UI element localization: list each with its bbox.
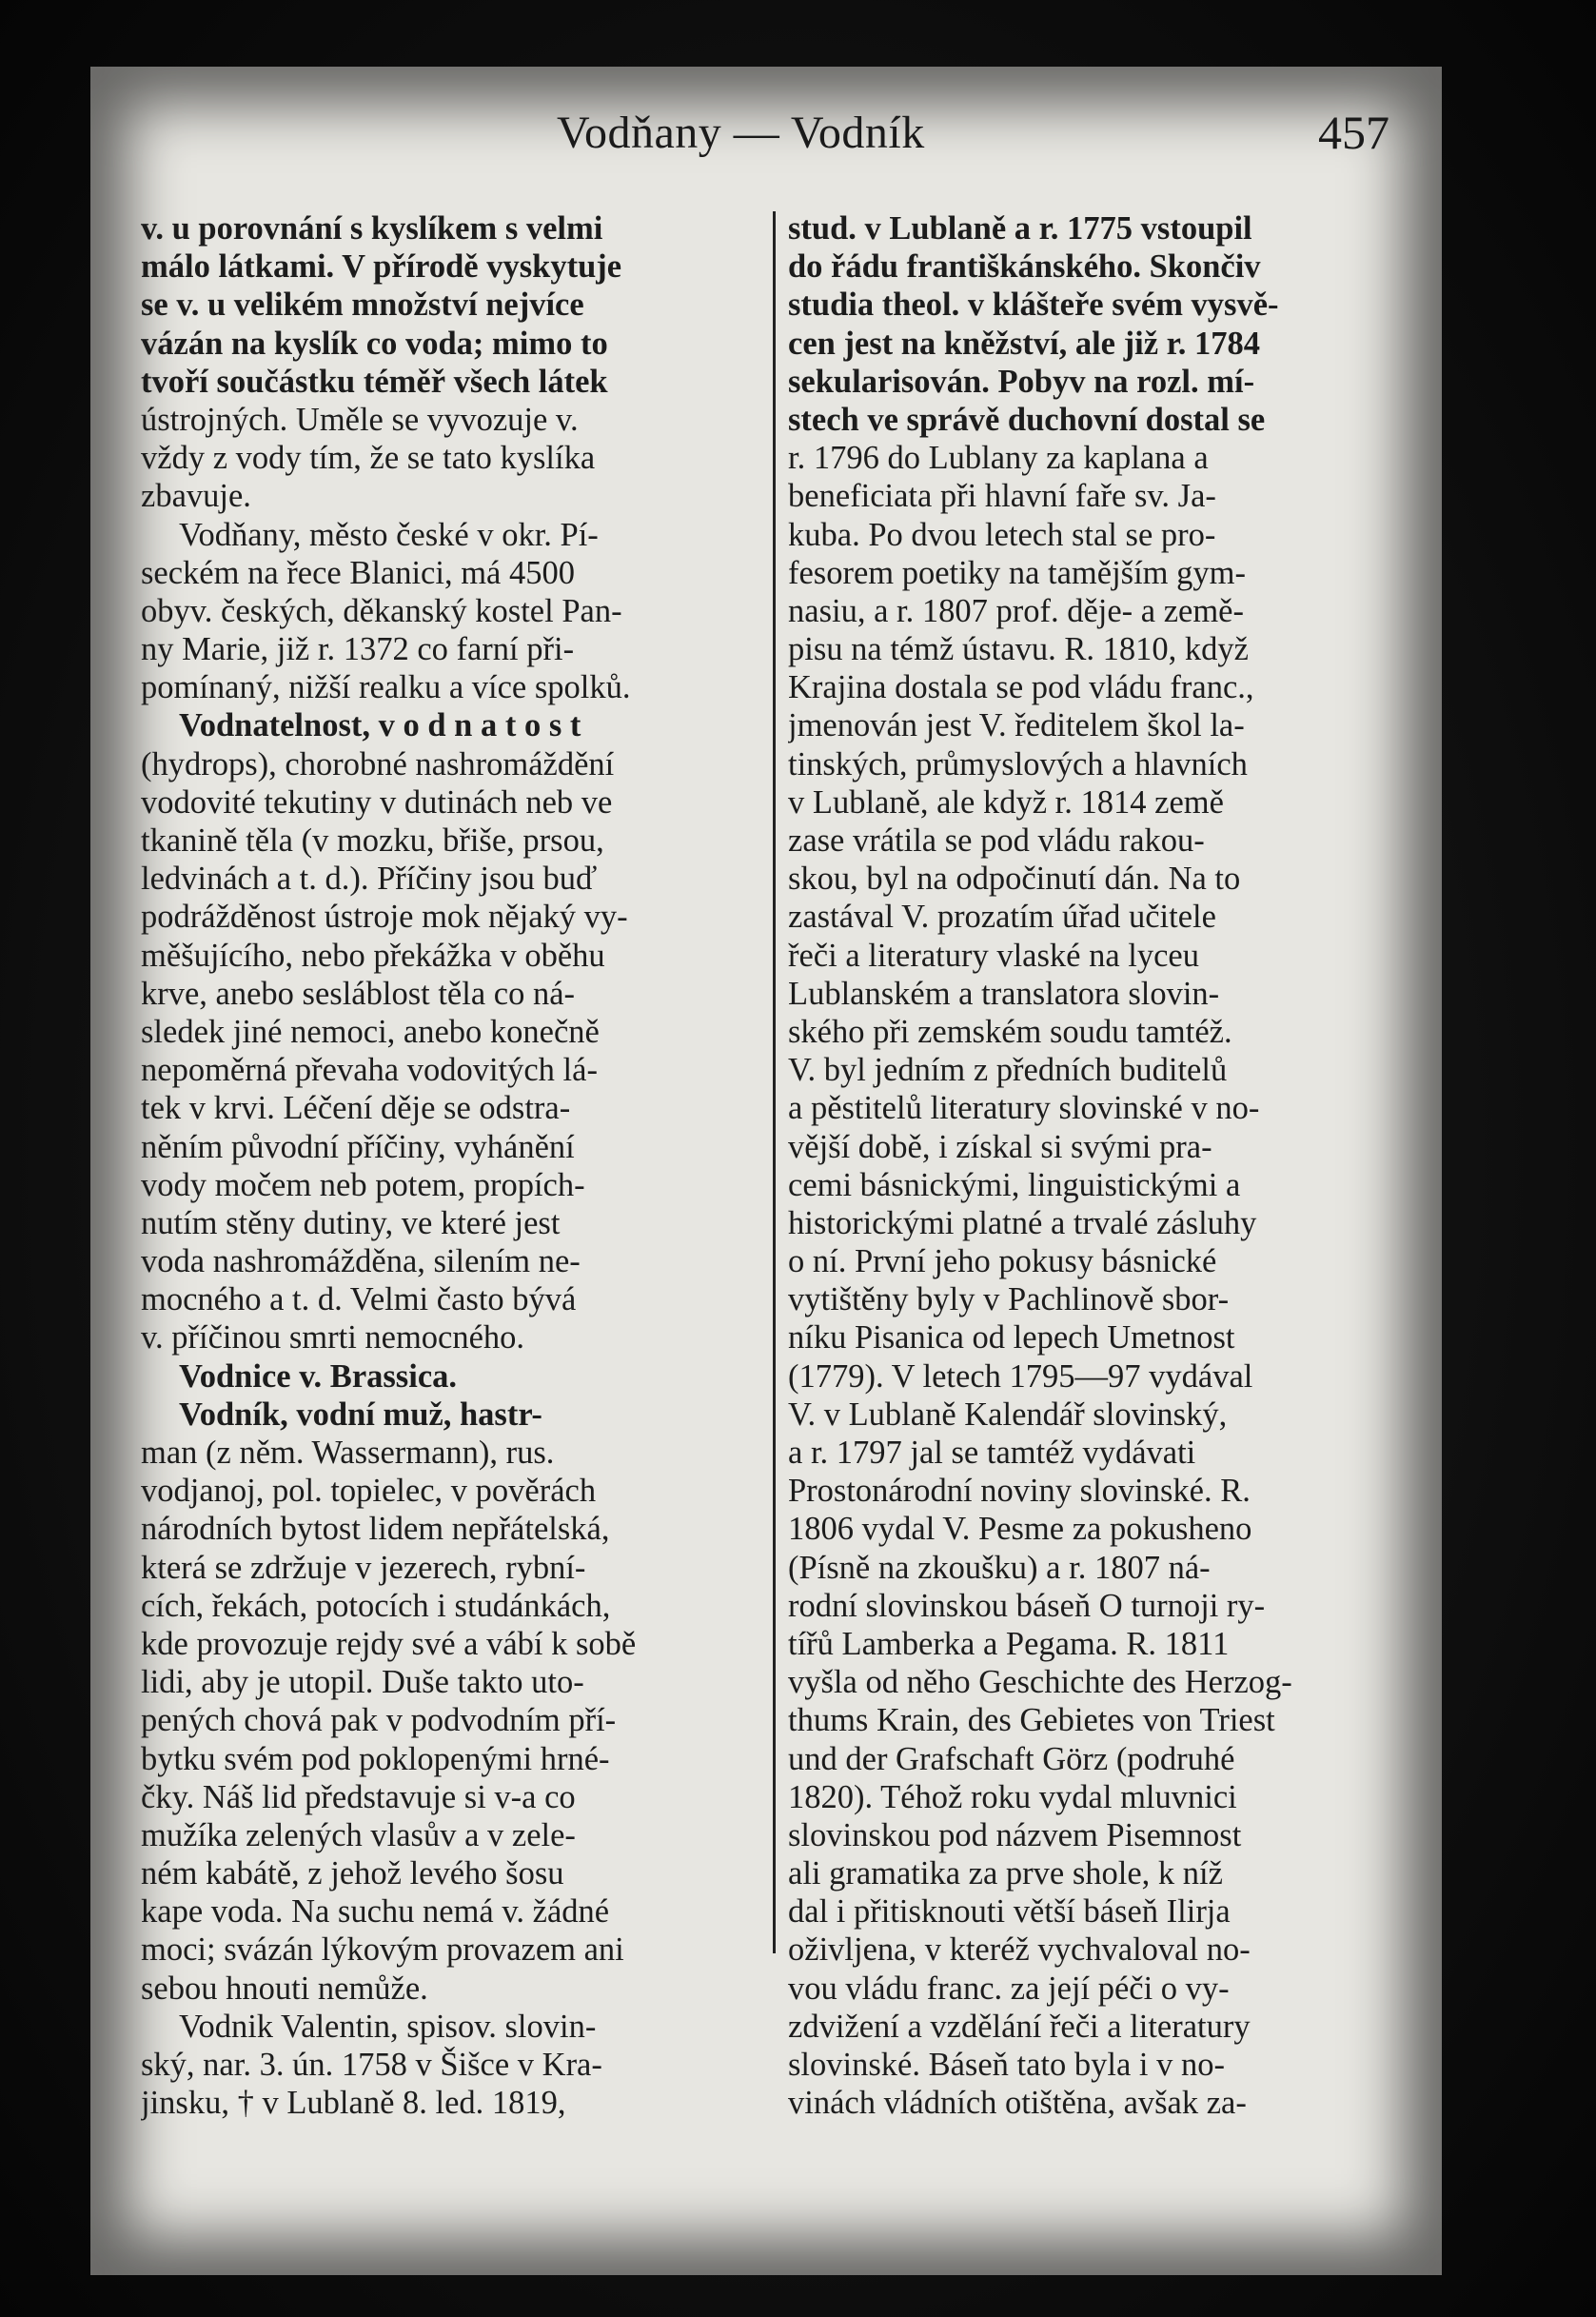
text-line: tkanině těla (v mozku, břiše, prsou, [141, 822, 604, 859]
text-line: vou vládu franc. za její péči o vy- [788, 1970, 1230, 2007]
text-line: jinsku, † v Lublaně 8. led. 1819, [141, 2085, 566, 2122]
text-line: a pěstitelů literatury slovinské v no- [788, 1090, 1260, 1127]
text-line: kuba. Po dvou letech stal se pro- [788, 516, 1216, 553]
text-line: Vodník, vodní muž, hastr- [179, 1396, 542, 1433]
text-line: cích, řekách, potocích i studánkách, [141, 1587, 611, 1624]
text-line: ústrojných. Uměle se vyvozuje v. [141, 401, 579, 438]
text-line: Vodňany, město české v okr. Pí- [179, 516, 599, 553]
text-line: stech ve správě duchovní dostal se [788, 401, 1266, 438]
text-line: tek v krvi. Léčení děje se odstra- [141, 1090, 571, 1127]
text-line: mužíka zelených vlasův a v zele- [141, 1816, 576, 1853]
text-line: pených chová pak v podvodním pří- [141, 1702, 617, 1739]
text-line: Vodnice v. Brassica. [179, 1357, 458, 1395]
text-line: historickými platné a trvalé zásluhy [788, 1204, 1257, 1241]
text-line: obyv. českých, děkanský kostel Pan- [141, 592, 622, 629]
text-line: (hydrops), chorobné nashromáždění [141, 745, 615, 782]
text-line: ský, nar. 3. ún. 1758 v Šišce v Kra- [141, 2047, 602, 2083]
text-line: ny Marie, již r. 1372 co farní při- [141, 631, 575, 668]
text-line: lidi, aby je utopil. Duše takto uto- [141, 1664, 584, 1701]
text-line: níku Pisanica od lepech Umetnost [788, 1319, 1235, 1357]
text-line: ského při zemském soudu tamtéž. [788, 1013, 1232, 1050]
left-column [141, 209, 750, 2122]
text-line: zbavuje. [141, 478, 251, 515]
text-line: řeči a literatury vlaské na lyceu [788, 937, 1199, 974]
text-line: nepoměrná převaha vodovitých lá- [141, 1052, 598, 1089]
text-line: vytištěny byly v Pachlinově sbor- [788, 1281, 1230, 1318]
text-line: pomínaný, nižší realku a více spolků. [141, 669, 631, 706]
text-line: oživljena, v kteréž vychvaloval no- [788, 1931, 1251, 1969]
text-line: o ní. První jeho pokusy básnické [788, 1243, 1217, 1280]
text-line: rodní slovinskou báseň O turnoji ry- [788, 1587, 1266, 1624]
running-head-title: Vodňany — Vodník [557, 108, 925, 158]
text-line: 1806 vydal V. Pesme za pokusheno [788, 1511, 1252, 1548]
text-line: krve, anebo sesláblost těla co ná- [141, 975, 575, 1012]
text-line: (Písně na zkoušku) a r. 1807 ná- [788, 1549, 1211, 1586]
text-line: vodovité tekutiny v dutinách neb ve [141, 783, 613, 821]
column-divider [773, 211, 776, 1953]
text-line: Vodnik Valentin, spisov. slovin- [179, 2008, 597, 2045]
text-line: bytku svém pod poklopenými hrné- [141, 1740, 610, 1777]
text-line: dal i přitisknouti větší báseň Ilirja [788, 1893, 1231, 1931]
text-line: r. 1796 do Lublany za kaplana a [788, 440, 1209, 477]
text-line: mocného a t. d. Velmi často bývá [141, 1281, 577, 1318]
text-line: která se zdržuje v jezerech, rybní- [141, 1549, 586, 1586]
right-column [788, 209, 1397, 2122]
text-line: vázán na kyslík co voda; mimo to [141, 325, 608, 362]
text-line: stud. v Lublaně a r. 1775 vstoupil [788, 210, 1252, 247]
text-line: v Lublaně, ale když r. 1814 země [788, 783, 1224, 821]
text-line: studia theol. v klášteře svém vysvě- [788, 287, 1279, 324]
text-line: beneficiata při hlavní faře sv. Ja- [788, 478, 1216, 515]
text-line: 1820). Téhož roku vydal mluvnici [788, 1778, 1237, 1815]
text-line: v. u porovnání s kyslíkem s velmi [141, 210, 603, 247]
text-line: cemi básnickými, linguistickými a [788, 1166, 1241, 1203]
text-line: a r. 1797 jal se tamtéž vydávati [788, 1435, 1196, 1471]
text-line: měšujícího, nebo překážka v oběhu [141, 937, 605, 974]
text-line: jmenován jest V. ředitelem škol la- [788, 707, 1245, 744]
text-line: skou, byl na odpočinutí dán. Na to [788, 861, 1241, 898]
text-line: vodjanoj, pol. topielec, v pověrách [141, 1473, 597, 1510]
text-line: podrážděnost ústroje mok nějaký vy- [141, 899, 628, 936]
text-line: slovinské. Báseň tato byla i v no- [788, 2047, 1225, 2083]
text-line: vody močem neb potem, propích- [141, 1166, 585, 1203]
text-line: thums Krain, des Gebietes von Triest [788, 1702, 1275, 1739]
text-line: voda nashromážděna, silením ne- [141, 1243, 581, 1280]
text-line: Vodnatelnost, v o d n a t o s t [179, 707, 581, 744]
text-line: sebou hnouti nemůže. [141, 1970, 428, 2007]
text-line: cen jest na kněžství, ale již r. 1784 [788, 325, 1261, 362]
text-line: und der Grafschaft Görz (podruhé [788, 1740, 1235, 1777]
text-line: se v. u velikém množství nejvíce [141, 287, 584, 324]
text-line: nasiu, a r. 1807 prof. děje- a země- [788, 592, 1244, 629]
text-line: tířů Lamberka a Pegama. R. 1811 [788, 1625, 1230, 1662]
text-line: ledvinách a t. d.). Příčiny jsou buď [141, 861, 598, 898]
text-line: pisu na témž ústavu. R. 1810, když [788, 631, 1249, 668]
text-line: něním původní příčiny, vyhánění [141, 1128, 575, 1165]
text-line: seckém na řece Blanici, má 4500 [141, 554, 575, 591]
text-line: Krajina dostala se pod vládu franc., [788, 669, 1254, 706]
text-line: zdvižení a vzdělání řeči a literatury [788, 2008, 1251, 2045]
text-line: málo látkami. V přírodě vyskytuje [141, 248, 622, 286]
text-line: slovinskou pod názvem Pisemnost [788, 1816, 1242, 1853]
text-line: Lublanském a translatora slovin- [788, 975, 1220, 1012]
text-line: čky. Náš lid představuje si v-a co [141, 1778, 576, 1815]
text-line: nutím stěny dutiny, ve které jest [141, 1204, 561, 1241]
text-line: ném kabátě, z jehož levého šosu [141, 1855, 564, 1892]
text-line: kde provozuje rejdy své a vábí k sobě [141, 1625, 637, 1662]
text-line: sekularisován. Pobyv na rozl. mí- [788, 363, 1255, 400]
text-line: vinách vládních otištěna, avšak za- [788, 2085, 1247, 2122]
text-line: tinských, průmyslových a hlavních [788, 745, 1248, 782]
text-line: sledek jiné nemoci, anebo konečně [141, 1013, 600, 1050]
running-head [90, 67, 1442, 171]
text-line: V. byl jedním z předních buditelů [788, 1052, 1228, 1089]
text-line: V. v Lublaně Kalendář slovinský, [788, 1396, 1228, 1433]
text-line: vější době, i získal si svými pra- [788, 1128, 1212, 1165]
text-line: vyšla od něho Geschichte des Herzog- [788, 1664, 1292, 1701]
text-line: (1779). V letech 1795—97 vydával [788, 1357, 1253, 1395]
text-line: man (z něm. Wassermann), rus. [141, 1435, 555, 1471]
text-line: moci; svázán lýkovým provazem ani [141, 1931, 624, 1969]
text-line: Prostonárodní noviny slovinské. R. [788, 1473, 1251, 1510]
text-line: zase vrátila se pod vládu rakou- [788, 822, 1205, 859]
text-line: zastával V. prozatím úřad učitele [788, 899, 1216, 936]
text-line: do řádu františkánského. Skončiv [788, 248, 1261, 286]
page-number: 457 [1318, 106, 1389, 159]
text-line: v. příčinou smrti nemocného. [141, 1319, 525, 1357]
text-line: fesorem poetiky na tamějším gym- [788, 554, 1246, 591]
text-line: vždy z vody tím, že se tato kyslíka [141, 440, 596, 477]
text-line: národních bytost lidem nepřátelská, [141, 1511, 610, 1548]
text-line: ali gramatika za prve shole, k níž [788, 1855, 1223, 1892]
text-line: kape voda. Na suchu nemá v. žádné [141, 1893, 610, 1931]
text-line: tvoří součástku téměř všech látek [141, 363, 608, 400]
